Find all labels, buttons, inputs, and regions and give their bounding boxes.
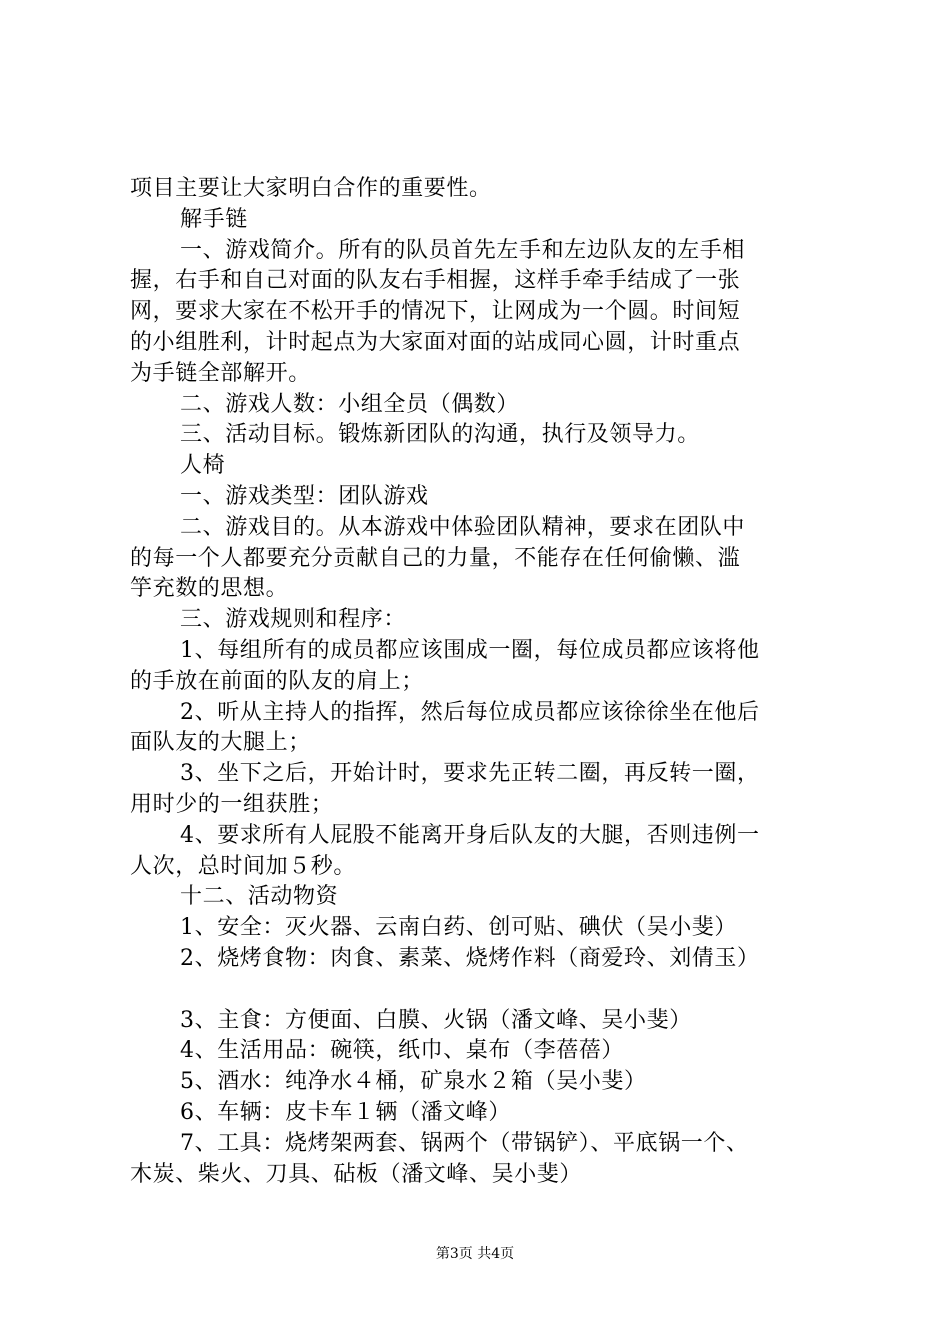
list-item: 木炭、柴火、刀具、砧板（潘文峰、吴小斐） [130,1161,583,1187]
list-item: 1、安全：灭火器、云南白药、创可贴、碘伏（吴小斐） [180,915,737,941]
text-line: 的小组胜利，计时起点为大家面对面的站成同心圆，计时重点 [130,329,741,355]
section-heading: 解手链 [180,206,248,232]
text-line: 的手放在前面的队友的肩上； [130,668,424,694]
text-line: 一、游戏类型：团队游戏 [180,483,429,509]
list-item: 3、主食：方便面、白膜、火锅（潘文峰、吴小斐） [180,1007,692,1033]
blank-line [130,975,830,1006]
text-line: 4、要求所有人屁股不能离开身后队友的大腿，否则违例一 [180,822,760,848]
page-footer [0,1244,950,1264]
text-line: 面队友的大腿上； [130,730,311,756]
list-item: 6、车辆：皮卡车１辆（潘文峰） [180,1099,511,1125]
text-line: 2、听从主持人的指挥，然后每位成员都应该徐徐坐在他后 [180,699,760,725]
text-line: 竽充数的思想。 [130,576,289,602]
list-item: 4、生活用品：碗筷，纸巾、桌布（李蓓蓓） [180,1038,624,1064]
page-number-label: 第3页 共4页 [435,1246,515,1262]
list-item: 5、酒水：纯净水４桶，矿泉水２箱（吴小斐） [180,1069,647,1095]
text-line: 二、游戏目的。从本游戏中体验团队精神，要求在团队中 [180,514,746,540]
text-line: 二、游戏人数：小组全员（偶数） [180,391,520,417]
text-line: 三、游戏规则和程序： [180,607,407,633]
text-line: 三、活动目标。锻炼新团队的沟通，执行及领导力。 [180,422,700,448]
text-line: 项目主要让大家明白合作的重要性。 [130,176,492,201]
text-line: 的每一个人都要充分贡献自己的力量，不能存在任何偷懒、滥 [130,545,741,571]
section-heading: 人椅 [180,453,226,479]
text-line: 网，要求大家在不松开手的情况下，让网成为一个圆。时间短 [130,299,741,325]
text-line: 为手链全部解开。 [130,360,311,386]
text-line: 一、游戏简介。所有的队员首先左手和左边队友的左手相 [180,237,746,263]
document-body [130,174,830,1190]
section-heading: 十二、活动物资 [180,884,339,910]
list-item: 2、烧烤食物：肉食、素菜、烧烤作料（商爱玲、刘倩玉） [180,945,760,971]
text-line: 1、每组所有的成员都应该围成一圈，每位成员都应该将他 [180,637,760,663]
list-item: 7、工具：烧烤架两套、锅两个（带锅铲）、平底锅一个、 [180,1130,749,1156]
text-line: 3、坐下之后，开始计时，要求先正转二圈，再反转一圈， [180,761,760,787]
text-line: 用时少的一组获胜； [130,791,334,817]
text-line: 人次，总时间加５秒。 [130,853,357,879]
text-line: 握，右手和自己对面的队友右手相握，这样手牵手结成了一张 [130,268,741,294]
